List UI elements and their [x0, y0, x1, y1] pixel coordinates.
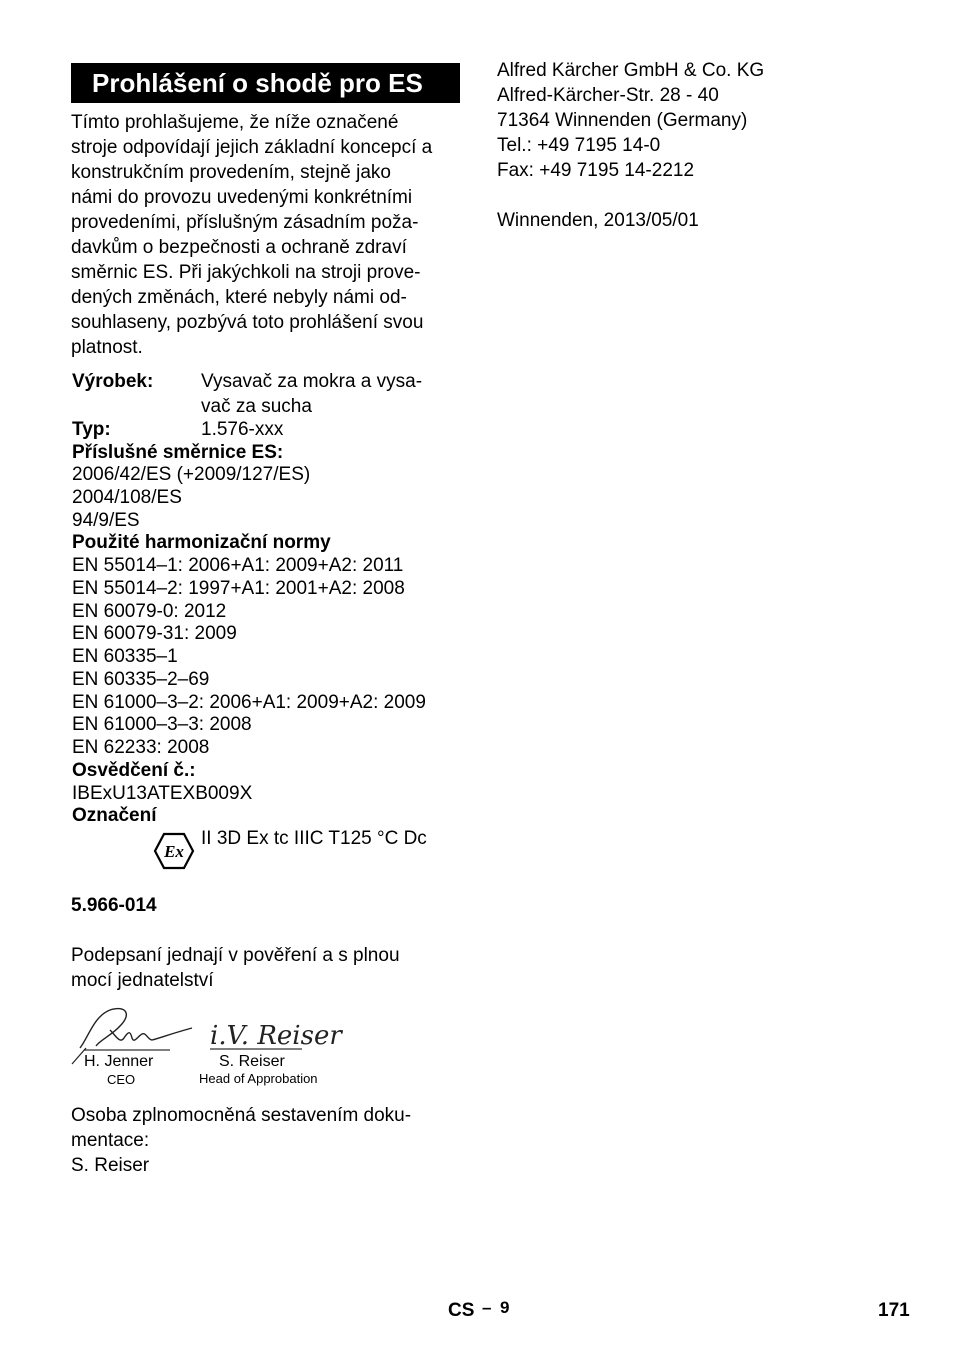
footer-dash: – — [482, 1298, 492, 1317]
reiser-signature-icon — [206, 1012, 342, 1054]
directive-item: 94/9/ES — [72, 510, 140, 531]
standard-item: EN 60335–1 — [72, 646, 178, 667]
type-label: Typ: — [72, 419, 111, 440]
intro-line: davkům o bezpečnosti a ochraně zdraví — [71, 237, 407, 258]
standard-item: EN 61000–3–2: 2006+A1: 2009+A2: 2009 — [72, 692, 426, 713]
company-line: Alfred Kärcher GmbH & Co. KG — [497, 60, 765, 81]
company-line: Fax: +49 7195 14-2212 — [497, 160, 695, 181]
certificate-value: IBExU13ATEXB009X — [72, 783, 253, 804]
signatory-name: H. Jenner — [84, 1053, 154, 1070]
type-value: 1.576-xxx — [201, 419, 284, 440]
directives-label: Příslušné směrnice ES: — [72, 442, 284, 463]
directive-item: 2006/42/ES (+2009/127/ES) — [72, 464, 311, 485]
intro-line: stroje odpovídají jejich základní koncepcí a — [71, 137, 433, 158]
reiser-signature-text: i.V. Reiser — [210, 1021, 342, 1051]
standards-label: Použité harmonizační normy — [72, 532, 331, 553]
standard-item: EN 62233: 2008 — [72, 737, 210, 758]
page-number: 171 — [878, 1300, 910, 1321]
intro-line: souhlaseny, pozbývá toto prohlášení svou — [71, 312, 424, 333]
standard-item: EN 55014–2: 1997+A1: 2001+A2: 2008 — [72, 578, 405, 599]
product-value-line: vač za sucha — [201, 396, 312, 417]
footer-section-page: 9 — [500, 1298, 510, 1317]
authorized-line: mentace: — [71, 1130, 150, 1151]
intro-line: konstrukčním provedením, stejně jako — [71, 162, 391, 183]
marking-label: Označení — [72, 805, 157, 826]
signed-line: mocí jednatelství — [71, 970, 214, 991]
signed-line: Podepsaní jednají v pověření a s plnou — [71, 945, 400, 966]
product-value-line: Vysavač za mokra a vysa- — [201, 371, 423, 392]
standard-item: EN 60335–2–69 — [72, 669, 210, 690]
intro-line: platnost. — [71, 337, 143, 358]
marking-value: II 3D Ex tc IIIC T125 °C Dc — [201, 828, 427, 849]
page-title: Prohlášení o shodě pro ES — [71, 63, 460, 103]
footer-language: CS — [448, 1300, 475, 1321]
intro-line: směrnic ES. Při jakýchkoli na stroji prove- — [71, 262, 421, 283]
certificate-label: Osvědčení č.: — [72, 760, 196, 781]
company-line: Alfred-Kärcher-Str. 28 - 40 — [497, 85, 719, 106]
standard-item: EN 61000–3–3: 2008 — [72, 714, 252, 735]
intro-line: Tímto prohlašujeme, že níže označené — [71, 112, 399, 133]
intro-line: dených změnách, které nebyly námi od- — [71, 287, 407, 308]
standard-item: EN 60079-31: 2009 — [72, 623, 237, 644]
ex-symbol-text: Ex — [164, 842, 184, 861]
intro-line: námi do provozu uvedenými konkrétními — [71, 187, 413, 208]
authorized-line: Osoba zplnomocněná sestavením doku- — [71, 1105, 412, 1126]
directive-item: 2004/108/ES — [72, 487, 182, 508]
document-number: 5.966-014 — [71, 895, 157, 916]
signatory-role: CEO — [107, 1072, 136, 1087]
company-line: Tel.: +49 7195 14-0 — [497, 135, 661, 156]
company-line: 71364 Winnenden (Germany) — [497, 110, 748, 131]
place-date: Winnenden, 2013/05/01 — [497, 210, 699, 231]
standard-item: EN 55014–1: 2006+A1: 2009+A2: 2011 — [72, 555, 404, 576]
product-label: Výrobek: — [72, 371, 154, 392]
standard-item: EN 60079-0: 2012 — [72, 601, 227, 622]
intro-line: provedeními, příslušným zásadním poža- — [71, 212, 419, 233]
authorized-line: S. Reiser — [71, 1155, 150, 1176]
signatory-name: S. Reiser — [219, 1053, 285, 1070]
signatory-role: Head of Approbation — [199, 1071, 318, 1086]
ex-hexagon-icon — [153, 832, 195, 870]
